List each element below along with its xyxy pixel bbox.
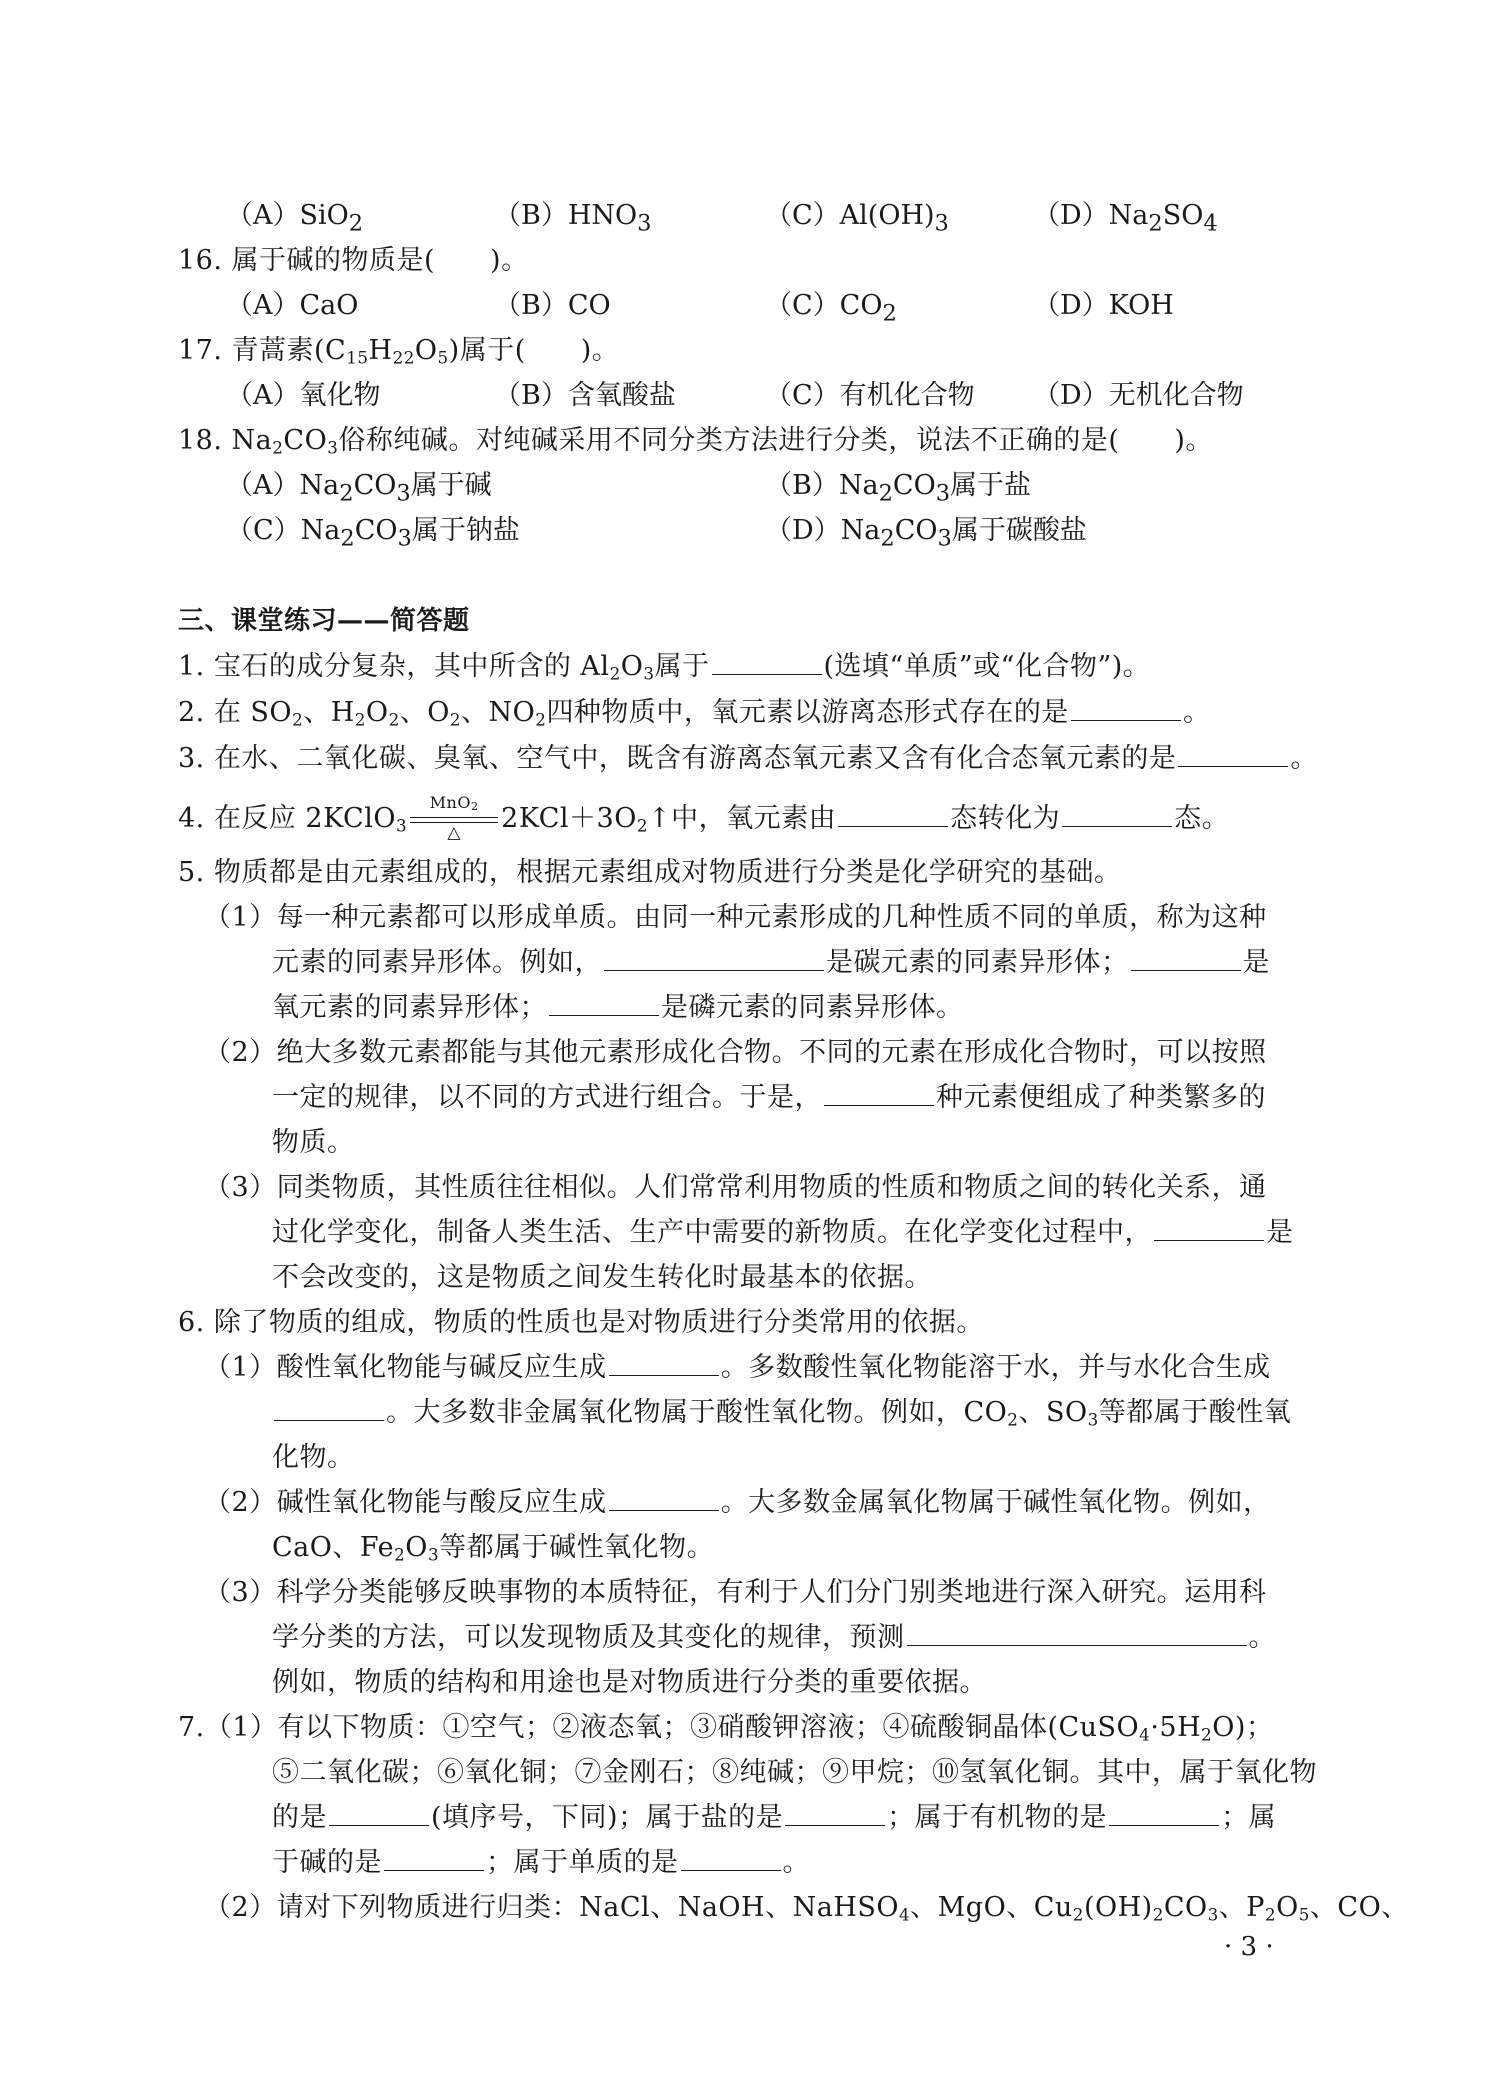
q7-1-line-b: ⑤二氧化碳；⑥氧化铜；⑦金刚石；⑧纯碱；⑨甲烷；⑩氢氧化铜。其中，属于氧化物 [272,1757,1317,1788]
page-number: · 3 · [1224,1932,1274,1962]
q17-option-d: （D）无机化合物 [1033,380,1244,411]
q5-3-line-a: （3）同类物质，其性质往往相似。人们常常利用物质的性质和物质之间的转化关系，通 [204,1172,1267,1203]
q7-1-line-c: 的是 (填序号，下同)；属于盐的是 ；属于有机物的是 ；属 [272,1798,1276,1838]
q18-option-d: $(D)Na_2CO_3$属于碳酸盐 [765,515,1087,552]
q17-option-b: （B）含氧酸盐 [494,380,676,411]
q6-3-line-c: 例如，物质的结构和用途也是对物质进行分类的重要依据。 [272,1667,987,1698]
reaction-catalyst: MnO$_2$ [429,793,479,814]
q18-option-b: $(B)Na_2CO_3$属于盐 [765,470,1032,507]
q17-stem: 17. 青蒿素$(C_{15}H_{22}O_5)$属于( )。 [178,335,620,368]
q6-3-line-b: 学分类的方法，可以发现物质及其变化的规律，预测 。 [272,1618,1276,1658]
reaction-arrow [410,794,498,844]
answer-blank[interactable] [549,989,659,1016]
q5-line: 5. 物质都是由元素组成的，根据元素组成对物质进行分类是化学研究的基础。 [178,857,1122,888]
q4-prefix: 4. 在反应 2KClO$_3$ [178,802,408,836]
q4-suffix: $2KCl+3O_2↑$中，氧元素由 态转化为 态。 [501,803,1229,834]
q6-1-line-c: 化物。 [272,1442,355,1473]
q6-2-line-b: CaO、$Fe_2O_3$等都属于碱性氧化物。 [272,1532,715,1565]
q16-option-a: （A）CaO [226,290,359,321]
q7-2-line: （2）请对下列物质进行归类：NaCl、NaOH、NaHSO$_4$、MgO、$Cu_2(OH)_2CO_3$、$P_2O_5$、CO、 [204,1892,1409,1925]
q5-1-line-a: （1）每一种元素都可以形成单质。由同一种元素形成的几种性质不同的单质，称为这种 [204,902,1267,933]
q5-1-line-b: 元素的同素异形体。例如， 是碳元素的同素异形体； 是 [272,943,1270,983]
q5-2-line-c: 物质。 [272,1127,355,1158]
answer-blank[interactable] [907,1619,1247,1646]
q16-option-b: （B）CO [494,290,611,321]
answer-blank[interactable] [609,1349,719,1376]
q15-option-a: （A）SiO$_2$ [226,200,364,237]
answer-blank[interactable] [838,800,948,827]
answer-blank[interactable] [712,648,822,675]
q15-option-d: $(D)Na_2SO_4$ [1033,200,1218,237]
answer-blank[interactable] [604,944,824,971]
q2-line: 2. 在 $SO_2$、$H_2O_2$、$O_2$、$NO_2$四种物质中，氧元素以游离态形式存在的是 。 [178,693,1210,733]
q16-option-c: $(C)CO_2$ [765,290,897,327]
q6-1-line-b: 。大多数非金属氧化物属于酸性氧化物。例如，$CO_2$、$SO_3$等都属于酸性氧 [272,1393,1291,1433]
answer-blank[interactable] [1154,1214,1264,1241]
answer-blank[interactable] [384,1844,484,1871]
answer-blank[interactable] [609,1484,719,1511]
q6-1-line-a: （1）酸性氧化物能与碱反应生成 。多数酸性氧化物能溶于水，并与水化合生成 [204,1348,1271,1388]
answer-blank[interactable] [1109,1799,1219,1826]
q7-1-line-a: 7.（1）有以下物质：①空气；②液态氧；③硝酸钾溶液；④硫酸铜晶体$(CuSO_4\cdot 5H_2O)$； [178,1712,1274,1745]
reaction-heat: △ [447,823,461,843]
q16-stem: 16. 属于碱的物质是( )。 [178,245,529,276]
q5-3-line-b: 过化学变化，制备人类生活、生产中需要的新物质。在化学变化过程中， 是 [272,1213,1294,1253]
q18-stem: 18. $Na_2CO_3$俗称纯碱。对纯碱采用不同分类方法进行分类，说法不正确的是( )。 [178,425,1213,458]
answer-blank[interactable] [1062,800,1172,827]
q6-2-line-a: （2）碱性氧化物能与酸反应生成 。大多数金属氧化物属于碱性氧化物。例如， [204,1483,1271,1523]
answer-blank[interactable] [1071,694,1181,721]
q17-option-c: （C）有机化合物 [765,380,975,411]
answer-blank[interactable] [1131,944,1241,971]
q7-1-line-d: 于碱的是 ；属于单质的是 。 [272,1843,810,1883]
q17-option-a: （A）氧化物 [226,380,381,411]
answer-blank[interactable] [274,1394,384,1421]
q15-option-c: $(C)Al(OH)_3$ [765,200,949,237]
answer-blank[interactable] [329,1799,429,1826]
q5-2-line-b: 一定的规律，以不同的方式进行组合。于是， 种元素便组成了种类繁多的 [272,1078,1266,1118]
q4-line [178,793,1230,843]
q15-option-b: $(B)HNO_3$ [494,200,652,237]
answer-blank[interactable] [785,1799,885,1826]
answer-blank[interactable] [681,1844,781,1871]
section-heading: 三、课堂练习——简答题 [178,606,470,636]
q1-line: 1. 宝石的成分复杂，其中所含的 $Al_2O_3$属于 (选填“单质”或“化合物”)。 [178,647,1150,687]
q5-2-line-a: （2）绝大多数元素都能与其他元素形成化合物。不同的元素在形成化合物时，可以按照 [204,1037,1267,1068]
answer-blank[interactable] [824,1079,934,1106]
q6-3-line-a: （3）科学分类能够反映事物的本质特征，有利于人们分门别类地进行深入研究。运用科 [204,1577,1267,1608]
q3-line: 3. 在水、二氧化碳、臭氧、空气中，既含有游离态氧元素又含有化合态氧元素的是 。 [178,739,1318,779]
q5-3-line-c: 不会改变的，这是物质之间发生转化时最基本的依据。 [272,1262,932,1293]
q5-1-line-c: 氧元素的同素异形体； 是磷元素的同素异形体。 [272,988,964,1028]
q6-line: 6. 除了物质的组成，物质的性质也是对物质进行分类常用的依据。 [178,1307,984,1338]
q18-option-c: $(C)Na_2CO_3$属于钠盐 [226,515,520,552]
answer-blank[interactable] [1178,740,1288,767]
q18-option-a: $(A)Na_2CO_3$属于碱 [226,470,492,507]
q16-option-d: （D）KOH [1033,290,1174,321]
